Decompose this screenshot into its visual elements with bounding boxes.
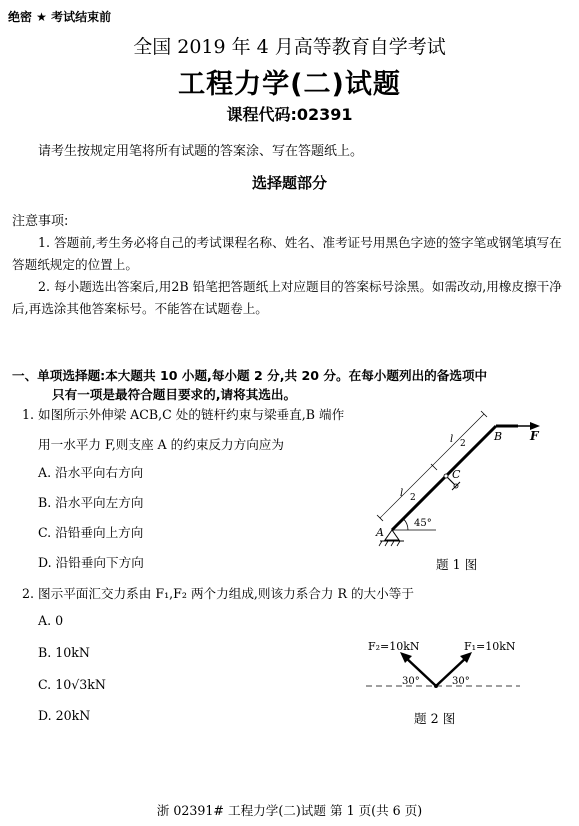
ground-hatch [379,541,382,546]
label-seg-l-1: l [400,488,404,499]
ground-hatch [391,541,394,546]
q1-stem-line1: 1. 如图所示外伸梁 ACB,C 处的链杆约束与梁垂直,B 端作 [22,407,345,422]
dimension-tick [431,464,437,470]
q1-option-c: C. 沿铅垂向上方向 [38,525,144,540]
q1-option-a: A. 沿水平向右方向 [38,465,144,480]
q1-figure [360,400,560,550]
q1-option-b: B. 沿水平向左方向 [38,495,144,510]
label-angle-right: 30° [452,676,470,687]
angle-arc [403,519,408,530]
q2-stem: 2. 图示平面汇交力系由 F₁,F₂ 两个力组成,则该力系合力 R 的大小等于 [22,586,414,601]
link-C-pin [444,474,448,478]
page-footer: 浙 02391# 工程力学(二)试题 第 1 页(共 6 页) [156,803,423,818]
q2-figure-caption: 题 2 图 [414,711,456,726]
q2-option-d: D. 20kN [38,708,91,723]
label-F1: F₁=10kN [464,640,516,653]
label-angle-left: 30° [402,676,420,687]
q1-figure-caption: 题 1 图 [436,557,478,572]
q1-option-d: D. 沿铅垂向下方向 [38,555,144,570]
support-A [385,530,399,540]
beam-AB [392,426,496,530]
label-C: C [452,468,461,481]
exam-title: 全国 2019 年 4 月高等教育自学考试 [133,36,446,58]
part1-intro-line1: 一、单项选择题:本大题共 10 小题,每小题 2 分,共 20 分。在每小题列出的备选项中 [12,368,488,383]
paper-title: 工程力学(二)试题 [178,69,401,100]
q2-option-c: C. 10√3kN [38,677,106,692]
secret-label: 绝密 ★ 考试结束前 [8,10,112,24]
label-seg-2-1: 2 [410,493,416,503]
label-B: B [494,430,503,443]
section-title: 选择题部分 [251,174,327,192]
q2-option-b: B. 10kN [38,645,90,660]
label-seg-l-2: l [450,434,454,445]
label-A: A [376,526,384,539]
origin-point [434,684,438,688]
label-seg-2-2: 2 [460,439,466,449]
note-item-2: 2. 每小题选出答案后,用2B 铅笔把答题纸上对应题目的答案标号涂黑。如需改动,用橡皮擦干净后,再选涂其他答案标号。不能答在试题卷上。 [12,279,562,316]
part1-intro-line2: 只有一项是最符合题目要求的,请将其选出。 [52,387,297,402]
dimension-line [380,414,484,518]
q1-stem-line2: 用一水平力 F,则支座 A 的约束反力方向应为 [38,437,284,452]
ground-hatch [385,541,388,546]
notes-heading: 注意事项: [12,214,69,229]
label-angle: 45° [414,518,432,529]
label-F: F [530,429,539,443]
course-code: 课程代码:02391 [226,105,353,124]
ground-hatch [397,541,400,546]
q2-option-a: A. 0 [38,613,64,628]
q2-figure [360,636,560,696]
note-item-1: 1. 答题前,考生务必将自己的考试课程名称、姓名、准考证号用黑色字迹的签字笔或钢笔填写在答题纸规定的位置上。 [12,235,562,272]
instruction-text: 请考生按规定用笔将所有试题的答案涂、写在答题纸上。 [38,144,364,159]
label-F2: F₂=10kN [368,640,420,653]
part1-intro [12,366,572,404]
